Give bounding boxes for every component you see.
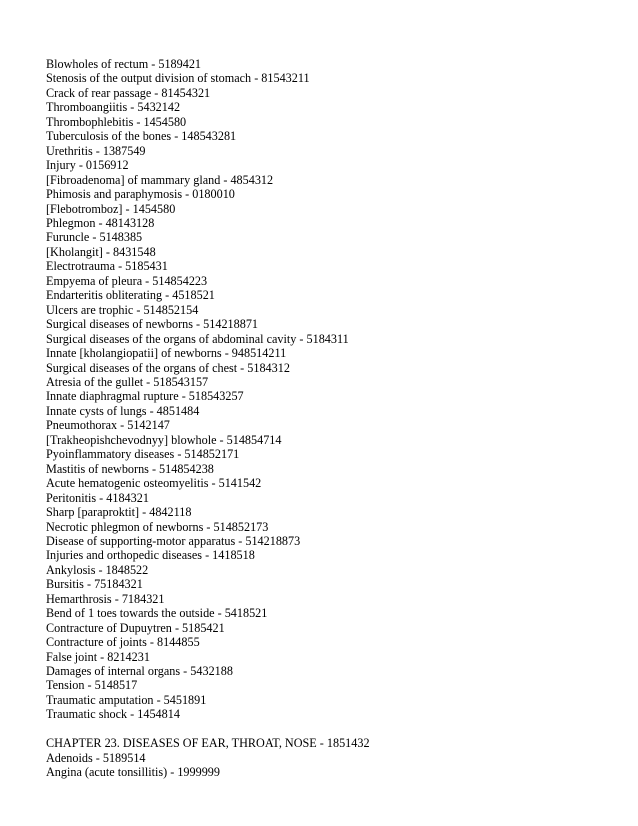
entry-line: Pyoinflammatory diseases - 514852171 [46,447,240,462]
entry-line: Urethritis - 1387549 [46,143,146,158]
entry-list [46,57,606,722]
entry-line: Pneumothorax - 5142147 [46,418,170,433]
entry-line: Tension - 5148517 [46,678,138,693]
entry-line: Traumatic amputation - 5451891 [46,692,207,707]
entry-line: Angina (acute tonsillitis) - 1999999 [46,765,220,780]
entry-line: Tuberculosis of the bones - 148543281 [46,129,237,144]
entry-line: Phimosis and paraphymosis - 0180010 [46,187,235,202]
entry-line: Injuries and orthopedic diseases - 1418518 [46,548,255,563]
entry-line: Ankylosis - 1848522 [46,562,149,577]
entry-line: Crack of rear passage - 81454321 [46,85,211,100]
entry-line: Mastitis of newborns - 514854238 [46,461,214,476]
entry-line: Bend of 1 toes towards the outside - 5418521 [46,606,268,621]
section-gap [46,722,606,737]
chapter-heading: CHAPTER 23. DISEASES OF EAR, THROAT, NOSE - 1851432 [46,736,370,751]
entry-line: Bursitis - 75184321 [46,577,143,592]
entry-line: Damages of internal organs - 5432188 [46,664,233,679]
entry-line: [Kholangit] - 8431548 [46,244,156,259]
entry-line: Furuncle - 5148385 [46,230,143,245]
entry-line: Acute hematogenic osteomyelitis - 5141542 [46,476,262,491]
entry-line: Ulcers are trophic - 514852154 [46,302,199,317]
entry-line: Phlegmon - 48143128 [46,215,155,230]
entry-line: Disease of supporting-motor apparatus - 514218873 [46,533,301,548]
entry-line: Stenosis of the output division of stomach - 81543211 [46,71,310,86]
entry-line: Endarteritis obliterating - 4518521 [46,288,215,303]
entry-line: Necrotic phlegmon of newborns - 514852173 [46,519,269,534]
entry-line: Atresia of the gullet - 518543157 [46,374,209,389]
entry-line: Traumatic shock - 1454814 [46,707,180,722]
entry-line: [Trakheopishchevodnyy] blowhole - 514854714 [46,432,282,447]
chapter-entry-list [46,751,606,780]
entry-line: Hemarthrosis - 7184321 [46,591,165,606]
document-page [46,57,606,780]
entry-line: Electrotrauma - 5185431 [46,259,168,274]
entry-line: Thrombophlebitis - 1454580 [46,114,187,129]
entry-line: [Flebotromboz] - 1454580 [46,201,176,216]
entry-line: Adenoids - 5189514 [46,750,146,765]
entry-line: Surgical diseases of the organs of chest - 5184312 [46,360,290,375]
entry-line: False joint - 8214231 [46,649,150,664]
entry-line: [Fibroadenoma] of mammary gland - 4854312 [46,172,274,187]
entry-line: Thromboangiitis - 5432142 [46,100,181,115]
entry-line: Contracture of Dupuytren - 5185421 [46,620,225,635]
entry-line: Peritonitis - 4184321 [46,490,149,505]
entry-line: Injury - 0156912 [46,158,129,173]
entry-line: Innate cysts of lungs - 4851484 [46,403,200,418]
entry-line: Surgical diseases of the organs of abdominal cavity - 5184311 [46,331,349,346]
entry-line: Surgical diseases of newborns - 514218871 [46,317,259,332]
entry-line: Contracture of joints - 8144855 [46,635,200,650]
entry-line: Sharp [paraproktit] - 4842118 [46,505,192,520]
entry-line: Innate diaphragmal rupture - 518543257 [46,389,244,404]
entry-line: Innate [kholangiopatii] of newborns - 948514211 [46,346,287,361]
entry-line: Empyema of pleura - 514854223 [46,273,208,288]
entry-line: Blowholes of rectum - 5189421 [46,57,202,71]
